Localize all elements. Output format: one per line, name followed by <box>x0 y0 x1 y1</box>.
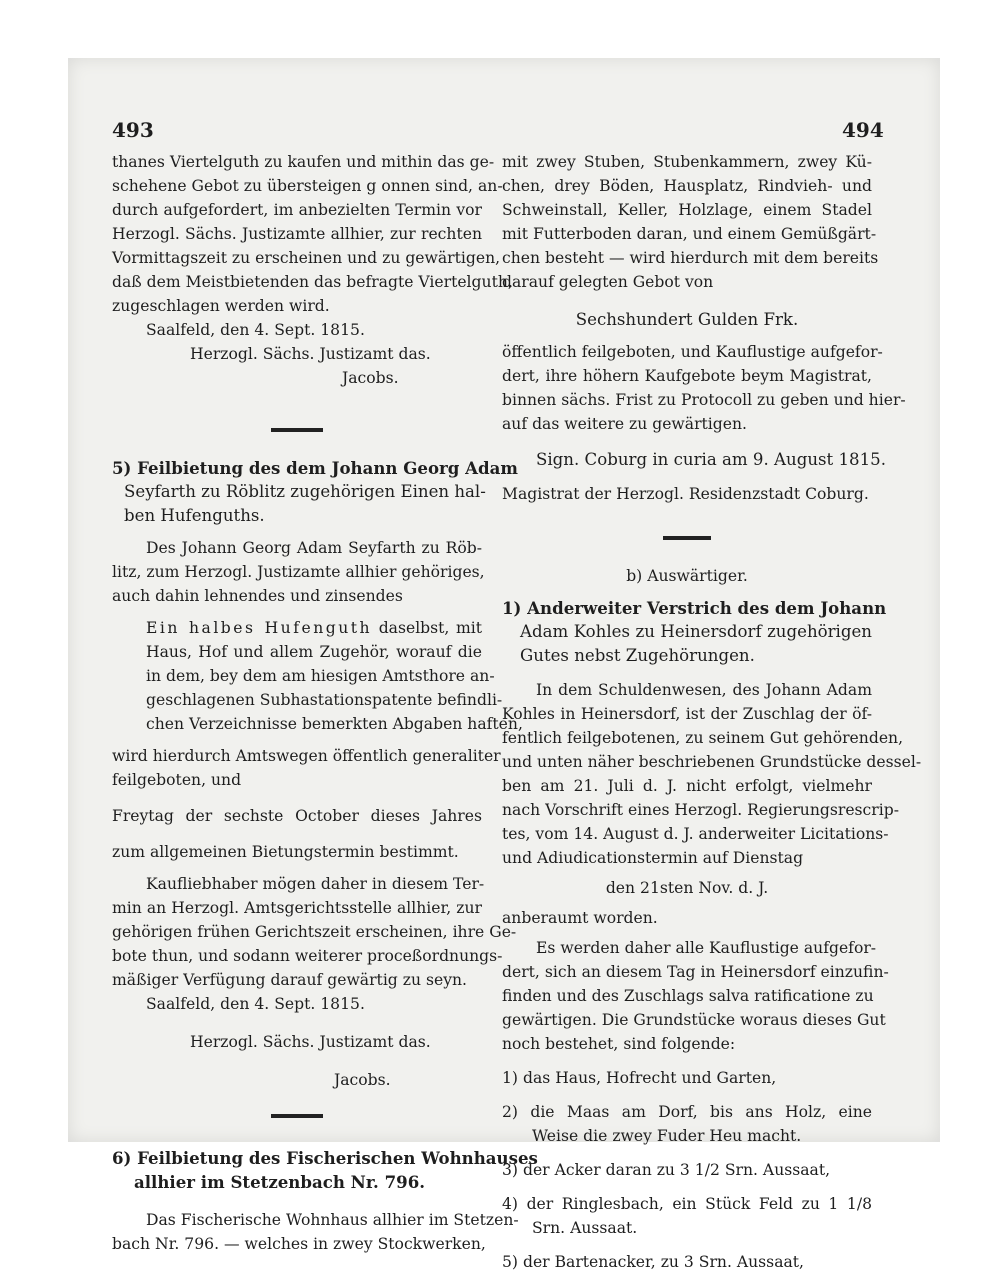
section-6-text <box>112 1208 519 1256</box>
text-line: dert, ihre höhern Kaufgebote beym Magistrat, <box>502 367 872 385</box>
text-line: auf das weitere zu gewärtigen. <box>502 415 747 433</box>
text-line: binnen sächs. Frist zu Protocoll zu geben und hier- <box>502 391 906 409</box>
text-line: geschlagenen Subhastationspatente befindli- <box>146 691 503 709</box>
text-line: chen besteht — wird hierdurch mit dem bereits <box>502 249 879 267</box>
text-line: darauf gelegten Gebot von <box>502 273 714 291</box>
text-span: daselbst, mit <box>378 619 482 637</box>
continuation-text <box>112 150 513 318</box>
page-number-left: 493 <box>112 118 154 142</box>
section-1-paragraph-2 <box>502 936 889 1056</box>
text-line: chen, drey Böden, Hausplatz, Rindvieh- und <box>502 177 872 195</box>
text-line: und unten näher beschriebenen Grundstücke dessel- <box>502 753 922 771</box>
text-line: Vormittagszeit zu erscheinen und zu gewärtigen, <box>112 249 501 267</box>
text-line: Des Johann Georg Adam Seyfarth zu Röb- <box>146 539 482 557</box>
heading-line: allhier im Stetzenbach Nr. 796. <box>134 1172 426 1192</box>
list-item: 5) der Bartenacker, zu 3 Srn. Aussaat, <box>502 1253 805 1271</box>
text-line: gehörigen frühen Gerichtszeit erscheinen, ihre Ge- <box>112 923 517 941</box>
signature-place: Sign. Coburg in curia am 9. August 1815. <box>536 450 886 469</box>
list-item: 3) der Acker daran zu 3 1/2 Srn. Aussaat, <box>502 1161 831 1179</box>
text-line: 2) die Maas am Dorf, bis ans Holz, eine <box>502 1103 872 1121</box>
text-line: Kaufliebhaber mögen daher in diesem Ter- <box>146 875 485 893</box>
auction-term: zum allgemeinen Bietungstermin bestimmt. <box>112 843 459 861</box>
heading-line: 1) Anderweiter Verstrich des dem Johann <box>502 598 887 618</box>
text-line: Schweinstall, Keller, Holzlage, einem Stadel <box>502 201 872 219</box>
auction-date: Freytag der sechste October dieses Jahres <box>112 807 482 825</box>
text-line: finden und des Zuschlags salva ratificatione zu <box>502 987 874 1005</box>
heading-line: Gutes nebst Zugehörungen. <box>520 646 755 665</box>
continuation-text-2 <box>502 340 906 436</box>
text-line: In dem Schuldenwesen, des Johann Adam <box>536 681 872 699</box>
heading-line: 5) Feilbietung des dem Johann Georg Adam <box>112 458 518 478</box>
signature-office: Herzogl. Sächs. Justizamt das. <box>190 345 431 363</box>
text-line: zugeschlagen werden wird. <box>112 297 330 315</box>
text-line: Srn. Aussaat. <box>532 1219 638 1237</box>
text-line: feilgeboten, und <box>112 771 242 789</box>
text-line: auch dahin lehnendes und zinsendes <box>112 587 403 605</box>
text-line: litz, zum Herzogl. Justizamte allhier gehöriges, <box>112 563 485 581</box>
heading-line: 6) Feilbietung des Fischerischen Wohnhauses <box>112 1148 538 1168</box>
item-heading: Ein halbes Hufenguth <box>146 619 373 637</box>
signature-name: Jacobs. <box>334 1071 391 1089</box>
text-line: durch aufgefordert, im anbezielten Termin vor <box>112 201 482 219</box>
text-line: Herzogl. Sächs. Justizamte allhier, zur rechten <box>112 225 482 243</box>
heading-line: Adam Kohles zu Heinersdorf zugehörigen <box>520 622 872 641</box>
text-line: dert, sich an diesem Tag in Heinersdorf einzufin- <box>502 963 889 981</box>
text-line: ben am 21. Juli d. J. nicht erfolgt, vielmehr <box>502 777 872 795</box>
section-5-item <box>112 616 523 736</box>
text-line: mit Futterboden daran, und einem Gemüßgärt- <box>502 225 877 243</box>
text-line: Das Fischerische Wohnhaus allhier im Stetzen- <box>146 1211 519 1229</box>
text-line: wird hierdurch Amtswegen öffentlich generaliter <box>112 747 501 765</box>
signature-authority: Magistrat der Herzogl. Residenzstadt Coburg. <box>502 485 869 503</box>
text-line: 4) der Ringlesbach, ein Stück Feld zu 1 1/8 <box>502 1195 872 1213</box>
text-line: öffentlich feilgeboten, und Kauflustige aufgefor- <box>502 343 883 361</box>
text-line: in dem, bey dem am hiesigen Amtsthore an- <box>146 667 495 685</box>
text-line: tes, vom 14. August d. J. anderweiter Licitations- <box>502 825 889 843</box>
section-5-intro <box>112 536 485 608</box>
text-line: min an Herzogl. Amtsgerichtsstelle allhier, zur <box>112 899 482 917</box>
text-line: nach Vorschrift eines Herzogl. Regierungsrescrip- <box>502 801 899 819</box>
price-line: Sechshundert Gulden Frk. <box>575 310 799 329</box>
text-line: mit zwey Stuben, Stubenkammern, zwey Kü- <box>502 153 872 171</box>
section-5-title <box>112 456 518 528</box>
dateline: Saalfeld, den 4. Sept. 1815. <box>146 321 365 339</box>
text-line: Es werden daher alle Kauflustige aufgefor- <box>536 939 877 957</box>
text-line: chen Verzeichnisse bemerkten Abgaben haften, <box>146 715 523 733</box>
text-line: bote thun, und sodann weiterer proceßordnungs- <box>112 947 503 965</box>
heading-line: Seyfarth zu Röblitz zugehörigen Einen hal- <box>124 482 486 501</box>
section-1-paragraph <box>502 678 922 870</box>
list-item: 1) das Haus, Hofrecht und Garten, <box>502 1069 777 1087</box>
list-item <box>502 1100 872 1148</box>
text-line: mäßiger Verfügung darauf gewärtig zu seyn. <box>112 971 468 989</box>
left-column <box>112 150 538 1256</box>
continuation-text <box>502 150 879 294</box>
section-6-title <box>112 1146 538 1194</box>
heading-line: ben Hufenguths. <box>124 506 265 525</box>
text-line: bach Nr. 796. — welches in zwey Stockwerken, <box>112 1235 486 1253</box>
section-5-paragraph <box>112 872 517 992</box>
text-line: und Adiudicationstermin auf Dienstag <box>502 849 804 867</box>
text-line: thanes Viertelguth zu kaufen und mithin das ge- <box>112 153 495 171</box>
text-line: noch bestehet, sind folgende: <box>502 1035 736 1053</box>
list-item <box>502 1192 872 1240</box>
text-line: daß dem Meistbietenden das befragte Viertelguth, <box>112 273 513 291</box>
dateline: Saalfeld, den 4. Sept. 1815. <box>146 995 365 1013</box>
right-column <box>502 150 922 1274</box>
text-line: fentlich feilgebotenen, zu seinem Gut gehörenden, <box>502 729 904 747</box>
signature-office: Herzogl. Sächs. Justizamt das. <box>190 1033 431 1051</box>
text-line: Haus, Hof und allem Zugehör, worauf die <box>146 643 482 661</box>
page-number-right: 494 <box>842 118 884 142</box>
text-line: Weise die zwey Fuder Heu macht. <box>532 1127 802 1145</box>
section-1-title <box>502 596 887 668</box>
property-list <box>502 1066 872 1274</box>
term-date: den 21sten Nov. d. J. <box>605 879 769 897</box>
text-line: Kohles in Heinersdorf, ist der Zuschlag der öf- <box>502 705 872 723</box>
text-line: anberaumt worden. <box>502 909 658 927</box>
subsection-heading: b) Auswärtiger. <box>626 567 748 585</box>
text-line: gewärtigen. Die Grundstücke woraus dieses Gut <box>502 1011 886 1029</box>
text-line: schehene Gebot zu übersteigen g onnen sind, an- <box>112 177 503 195</box>
signature-name: Jacobs. <box>342 369 399 387</box>
